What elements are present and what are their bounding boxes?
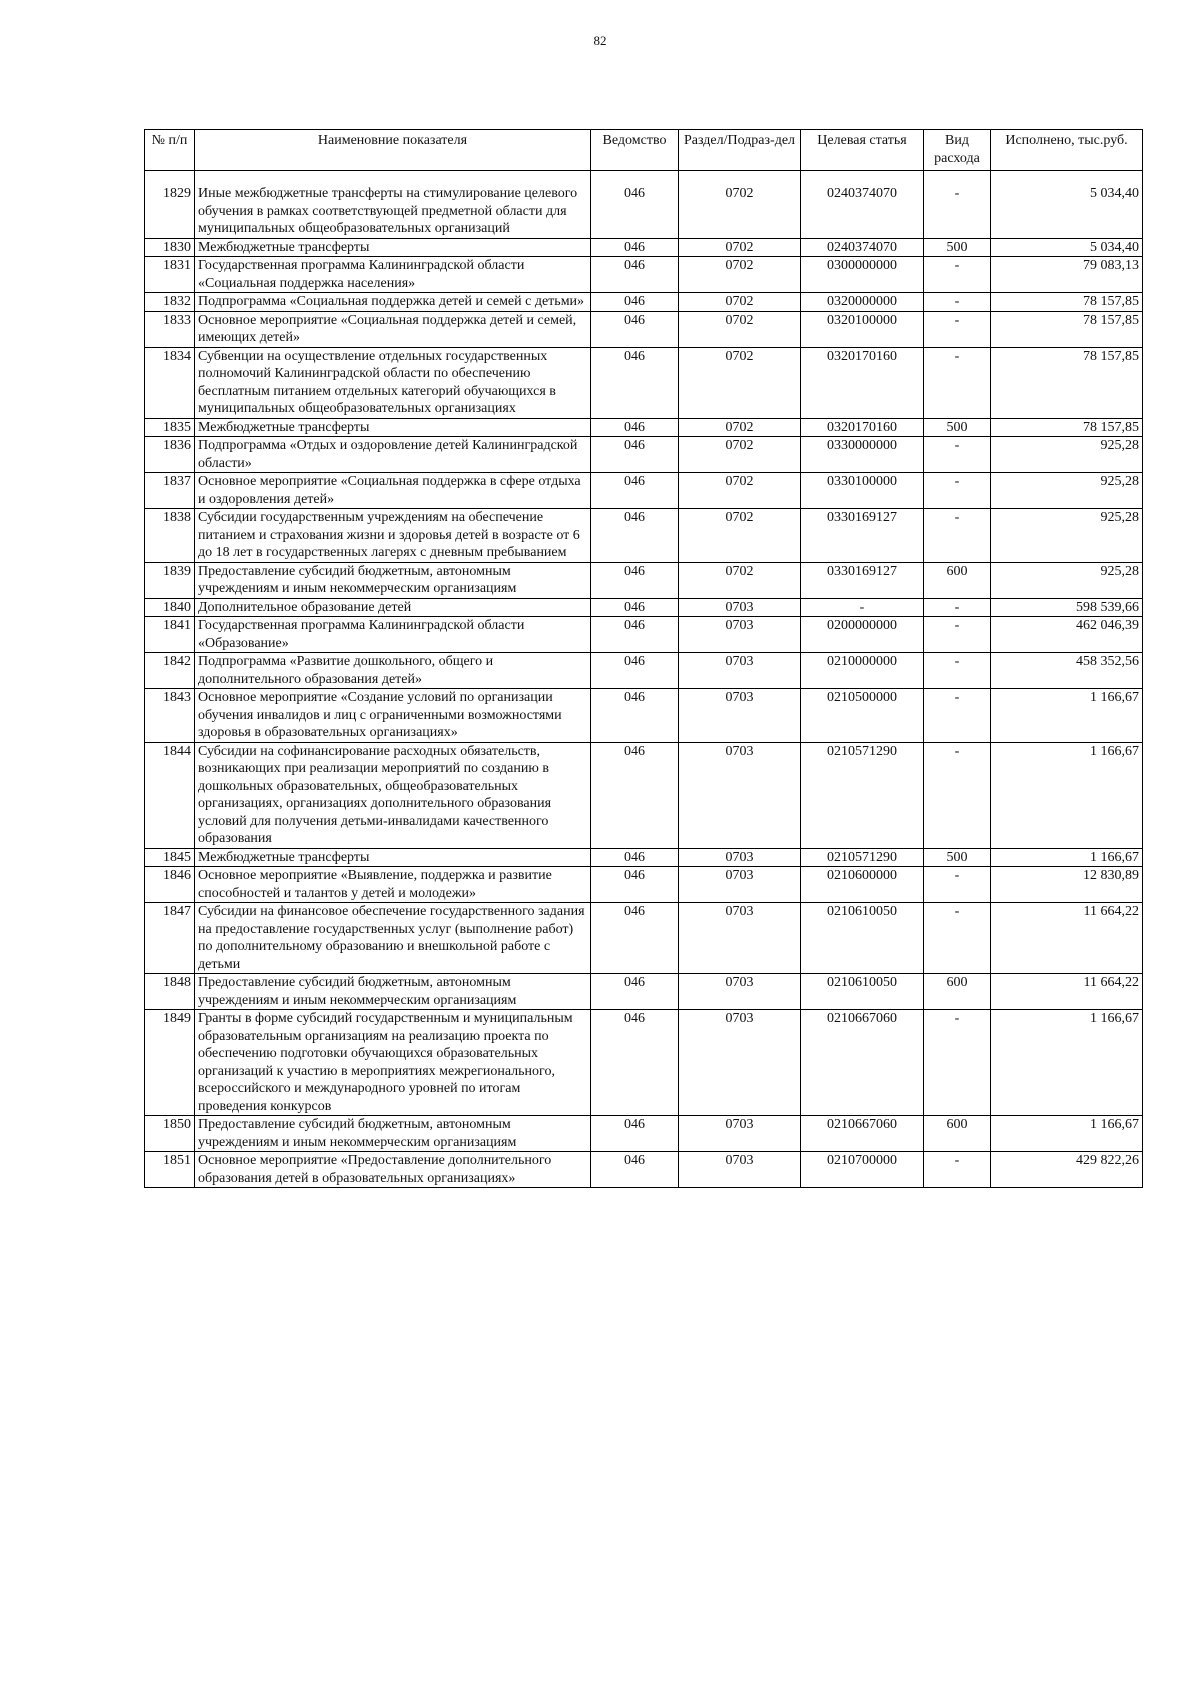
row-target: - <box>801 598 924 617</box>
row-dept: 046 <box>591 238 679 257</box>
row-section: 0702 <box>679 171 801 239</box>
table-row <box>145 293 1143 312</box>
row-kind: - <box>924 653 991 689</box>
row-number: 1847 <box>145 903 195 974</box>
table-row <box>145 848 1143 867</box>
header-target: Целевая статья <box>801 130 924 171</box>
row-name: Иные межбюджетные трансферты на стимулирование целевого обучения в рамках соответствующей предметной области для муниципальных общеобразовательных организаций <box>195 171 591 239</box>
row-kind: 600 <box>924 974 991 1010</box>
row-name: Предоставление субсидий бюджетным, автономным учреждениям и иным некоммерческим организациям <box>195 974 591 1010</box>
row-target: 0210667060 <box>801 1116 924 1152</box>
row-number: 1841 <box>145 617 195 653</box>
table-body <box>145 171 1143 1188</box>
row-executed: 11 664,22 <box>991 903 1143 974</box>
table-row <box>145 347 1143 418</box>
row-dept: 046 <box>591 689 679 743</box>
row-number: 1832 <box>145 293 195 312</box>
table-row <box>145 598 1143 617</box>
row-executed: 925,28 <box>991 437 1143 473</box>
row-dept: 046 <box>591 1010 679 1116</box>
row-number: 1848 <box>145 974 195 1010</box>
row-executed: 925,28 <box>991 509 1143 563</box>
row-kind: - <box>924 171 991 239</box>
row-kind: - <box>924 473 991 509</box>
row-dept: 046 <box>591 867 679 903</box>
row-name: Субсидии на финансовое обеспечение государственного задания на предоставление государственных услуг (выполнение работ) по дополнительному образованию и внешкольной работе с детьми <box>195 903 591 974</box>
table-row <box>145 742 1143 848</box>
row-section: 0702 <box>679 347 801 418</box>
row-dept: 046 <box>591 509 679 563</box>
table-row <box>145 867 1143 903</box>
table-row <box>145 562 1143 598</box>
row-executed: 11 664,22 <box>991 974 1143 1010</box>
row-number: 1843 <box>145 689 195 743</box>
row-executed: 1 166,67 <box>991 1010 1143 1116</box>
row-kind: 500 <box>924 848 991 867</box>
row-dept: 046 <box>591 653 679 689</box>
row-section: 0703 <box>679 1152 801 1188</box>
row-section: 0702 <box>679 293 801 312</box>
row-number: 1840 <box>145 598 195 617</box>
row-name: Государственная программа Калининградской области «Социальная поддержка населения» <box>195 257 591 293</box>
table-row <box>145 1116 1143 1152</box>
row-section: 0702 <box>679 311 801 347</box>
row-name: Субсидии государственным учреждениям на обеспечение питанием и страхования жизни и здоровья детей в возрасте от 6 до 18 лет в государственных лагерях с дневным пребыванием <box>195 509 591 563</box>
row-section: 0703 <box>679 974 801 1010</box>
row-executed: 78 157,85 <box>991 293 1143 312</box>
row-kind: - <box>924 903 991 974</box>
row-number: 1837 <box>145 473 195 509</box>
row-kind: 500 <box>924 418 991 437</box>
row-kind: 600 <box>924 1116 991 1152</box>
row-target: 0210667060 <box>801 1010 924 1116</box>
row-dept: 046 <box>591 974 679 1010</box>
row-number: 1829 <box>145 171 195 239</box>
row-target: 0210571290 <box>801 848 924 867</box>
row-name: Субвенции на осуществление отдельных государственных полномочий Калининградской области по обеспечению бесплатным питанием отдельных категорий обучающихся в муниципальных общеобразовательных организациях <box>195 347 591 418</box>
row-executed: 429 822,26 <box>991 1152 1143 1188</box>
row-target: 0320170160 <box>801 418 924 437</box>
row-executed: 598 539,66 <box>991 598 1143 617</box>
row-dept: 046 <box>591 257 679 293</box>
row-target: 0330169127 <box>801 562 924 598</box>
row-kind: - <box>924 311 991 347</box>
row-target: 0210600000 <box>801 867 924 903</box>
row-name: Предоставление субсидий бюджетным, автономным учреждениям и иным некоммерческим организациям <box>195 562 591 598</box>
row-section: 0702 <box>679 437 801 473</box>
row-name: Гранты в форме субсидий государственным и муниципальным образовательным организациям на реализацию проекта по обеспечению подготовки обучающихся образовательных организаций к участию в мероприятиях межрегионального, всероссийского и международного уровней по итогам проведения конкурсов <box>195 1010 591 1116</box>
row-name: Межбюджетные трансферты <box>195 238 591 257</box>
table-row <box>145 171 1143 239</box>
row-executed: 79 083,13 <box>991 257 1143 293</box>
row-kind: - <box>924 867 991 903</box>
row-executed: 78 157,85 <box>991 347 1143 418</box>
row-dept: 046 <box>591 293 679 312</box>
row-executed: 1 166,67 <box>991 742 1143 848</box>
row-dept: 046 <box>591 848 679 867</box>
table-row <box>145 418 1143 437</box>
row-name: Субсидии на софинансирование расходных обязательств, возникающих при реализации мероприятий по созданию в дошкольных образовательных, общеобразовательных организациях, организациях дополнительного образования условий для получения детьми-инвалидами качественного образования <box>195 742 591 848</box>
row-target: 0210610050 <box>801 903 924 974</box>
row-section: 0703 <box>679 598 801 617</box>
row-executed: 78 157,85 <box>991 311 1143 347</box>
row-section: 0703 <box>679 1116 801 1152</box>
row-target: 0210000000 <box>801 653 924 689</box>
row-target: 0210571290 <box>801 742 924 848</box>
row-number: 1835 <box>145 418 195 437</box>
header-num: № п/п <box>145 130 195 171</box>
row-dept: 046 <box>591 171 679 239</box>
row-number: 1851 <box>145 1152 195 1188</box>
row-name: Дополнительное образование детей <box>195 598 591 617</box>
row-dept: 046 <box>591 562 679 598</box>
row-section: 0702 <box>679 473 801 509</box>
table-row <box>145 1152 1143 1188</box>
row-kind: - <box>924 689 991 743</box>
table-row <box>145 437 1143 473</box>
table-row <box>145 974 1143 1010</box>
row-target: 0330100000 <box>801 473 924 509</box>
row-kind: - <box>924 598 991 617</box>
row-name: Основное мероприятие «Создание условий по организации обучения инвалидов и лиц с ограниченными возможностями здоровья в образовательных организациях» <box>195 689 591 743</box>
row-name: Подпрограмма «Отдых и оздоровление детей Калининградской области» <box>195 437 591 473</box>
row-kind: - <box>924 617 991 653</box>
row-number: 1830 <box>145 238 195 257</box>
table-row <box>145 509 1143 563</box>
row-name: Подпрограмма «Развитие дошкольного, общего и дополнительного образования детей» <box>195 653 591 689</box>
header-dept: Ведомство <box>591 130 679 171</box>
row-target: 0320170160 <box>801 347 924 418</box>
row-name: Предоставление субсидий бюджетным, автономным учреждениям и иным некоммерческим организациям <box>195 1116 591 1152</box>
table-row <box>145 617 1143 653</box>
row-number: 1844 <box>145 742 195 848</box>
row-name: Основное мероприятие «Выявление, поддержка и развитие способностей и талантов у детей и молодежи» <box>195 867 591 903</box>
header-section: Раздел/Подраз-дел <box>679 130 801 171</box>
table-row <box>145 1010 1143 1116</box>
table-row <box>145 473 1143 509</box>
row-number: 1836 <box>145 437 195 473</box>
row-executed: 925,28 <box>991 562 1143 598</box>
row-number: 1842 <box>145 653 195 689</box>
row-number: 1849 <box>145 1010 195 1116</box>
row-target: 0240374070 <box>801 238 924 257</box>
row-kind: - <box>924 1010 991 1116</box>
row-section: 0703 <box>679 653 801 689</box>
row-kind: 600 <box>924 562 991 598</box>
row-target: 0200000000 <box>801 617 924 653</box>
row-name: Государственная программа Калининградской области «Образование» <box>195 617 591 653</box>
row-executed: 1 166,67 <box>991 689 1143 743</box>
row-section: 0703 <box>679 617 801 653</box>
row-section: 0702 <box>679 238 801 257</box>
row-dept: 046 <box>591 347 679 418</box>
row-dept: 046 <box>591 311 679 347</box>
row-number: 1838 <box>145 509 195 563</box>
row-target: 0300000000 <box>801 257 924 293</box>
row-number: 1846 <box>145 867 195 903</box>
row-executed: 1 166,67 <box>991 1116 1143 1152</box>
row-dept: 046 <box>591 903 679 974</box>
row-executed: 1 166,67 <box>991 848 1143 867</box>
row-target: 0330000000 <box>801 437 924 473</box>
header-name: Наименовние показателя <box>195 130 591 171</box>
row-name: Межбюджетные трансферты <box>195 848 591 867</box>
table-row <box>145 653 1143 689</box>
row-dept: 046 <box>591 437 679 473</box>
row-dept: 046 <box>591 418 679 437</box>
row-dept: 046 <box>591 598 679 617</box>
table-row <box>145 238 1143 257</box>
row-dept: 046 <box>591 617 679 653</box>
row-kind: - <box>924 293 991 312</box>
table-row <box>145 257 1143 293</box>
row-target: 0210500000 <box>801 689 924 743</box>
page-number: 82 <box>593 33 607 48</box>
row-kind: - <box>924 509 991 563</box>
row-kind: - <box>924 347 991 418</box>
row-kind: 500 <box>924 238 991 257</box>
row-kind: - <box>924 257 991 293</box>
row-executed: 462 046,39 <box>991 617 1143 653</box>
row-name: Межбюджетные трансферты <box>195 418 591 437</box>
header-kind: Вид расхода <box>924 130 991 171</box>
row-name: Основное мероприятие «Социальная поддержка детей и семей, имеющих детей» <box>195 311 591 347</box>
row-section: 0702 <box>679 257 801 293</box>
row-executed: 925,28 <box>991 473 1143 509</box>
row-name: Подпрограмма «Социальная поддержка детей и семей с детьми» <box>195 293 591 312</box>
row-section: 0703 <box>679 742 801 848</box>
row-target: 0320000000 <box>801 293 924 312</box>
row-section: 0703 <box>679 867 801 903</box>
row-number: 1839 <box>145 562 195 598</box>
row-executed: 12 830,89 <box>991 867 1143 903</box>
row-target: 0240374070 <box>801 171 924 239</box>
row-dept: 046 <box>591 1116 679 1152</box>
row-dept: 046 <box>591 473 679 509</box>
row-section: 0703 <box>679 903 801 974</box>
table-row <box>145 311 1143 347</box>
row-section: 0702 <box>679 562 801 598</box>
row-executed: 5 034,40 <box>991 238 1143 257</box>
row-section: 0702 <box>679 509 801 563</box>
row-name: Основное мероприятие «Социальная поддержка в сфере отдыха и оздоровления детей» <box>195 473 591 509</box>
row-number: 1850 <box>145 1116 195 1152</box>
row-section: 0703 <box>679 689 801 743</box>
budget-table <box>144 129 1143 1188</box>
row-kind: - <box>924 437 991 473</box>
row-section: 0703 <box>679 848 801 867</box>
row-target: 0330169127 <box>801 509 924 563</box>
row-section: 0703 <box>679 1010 801 1116</box>
row-kind: - <box>924 1152 991 1188</box>
row-number: 1834 <box>145 347 195 418</box>
row-kind: - <box>924 742 991 848</box>
row-executed: 458 352,56 <box>991 653 1143 689</box>
row-number: 1833 <box>145 311 195 347</box>
row-dept: 046 <box>591 742 679 848</box>
row-target: 0210610050 <box>801 974 924 1010</box>
row-name: Основное мероприятие «Предоставление дополнительного образования детей в образовательных организациях» <box>195 1152 591 1188</box>
row-number: 1845 <box>145 848 195 867</box>
table-row <box>145 903 1143 974</box>
row-executed: 78 157,85 <box>991 418 1143 437</box>
table-header-row <box>145 130 1143 171</box>
header-executed: Исполнено, тыс.руб. <box>991 130 1143 171</box>
table-row <box>145 689 1143 743</box>
row-number: 1831 <box>145 257 195 293</box>
row-executed: 5 034,40 <box>991 171 1143 239</box>
row-target: 0210700000 <box>801 1152 924 1188</box>
row-target: 0320100000 <box>801 311 924 347</box>
row-dept: 046 <box>591 1152 679 1188</box>
row-section: 0702 <box>679 418 801 437</box>
